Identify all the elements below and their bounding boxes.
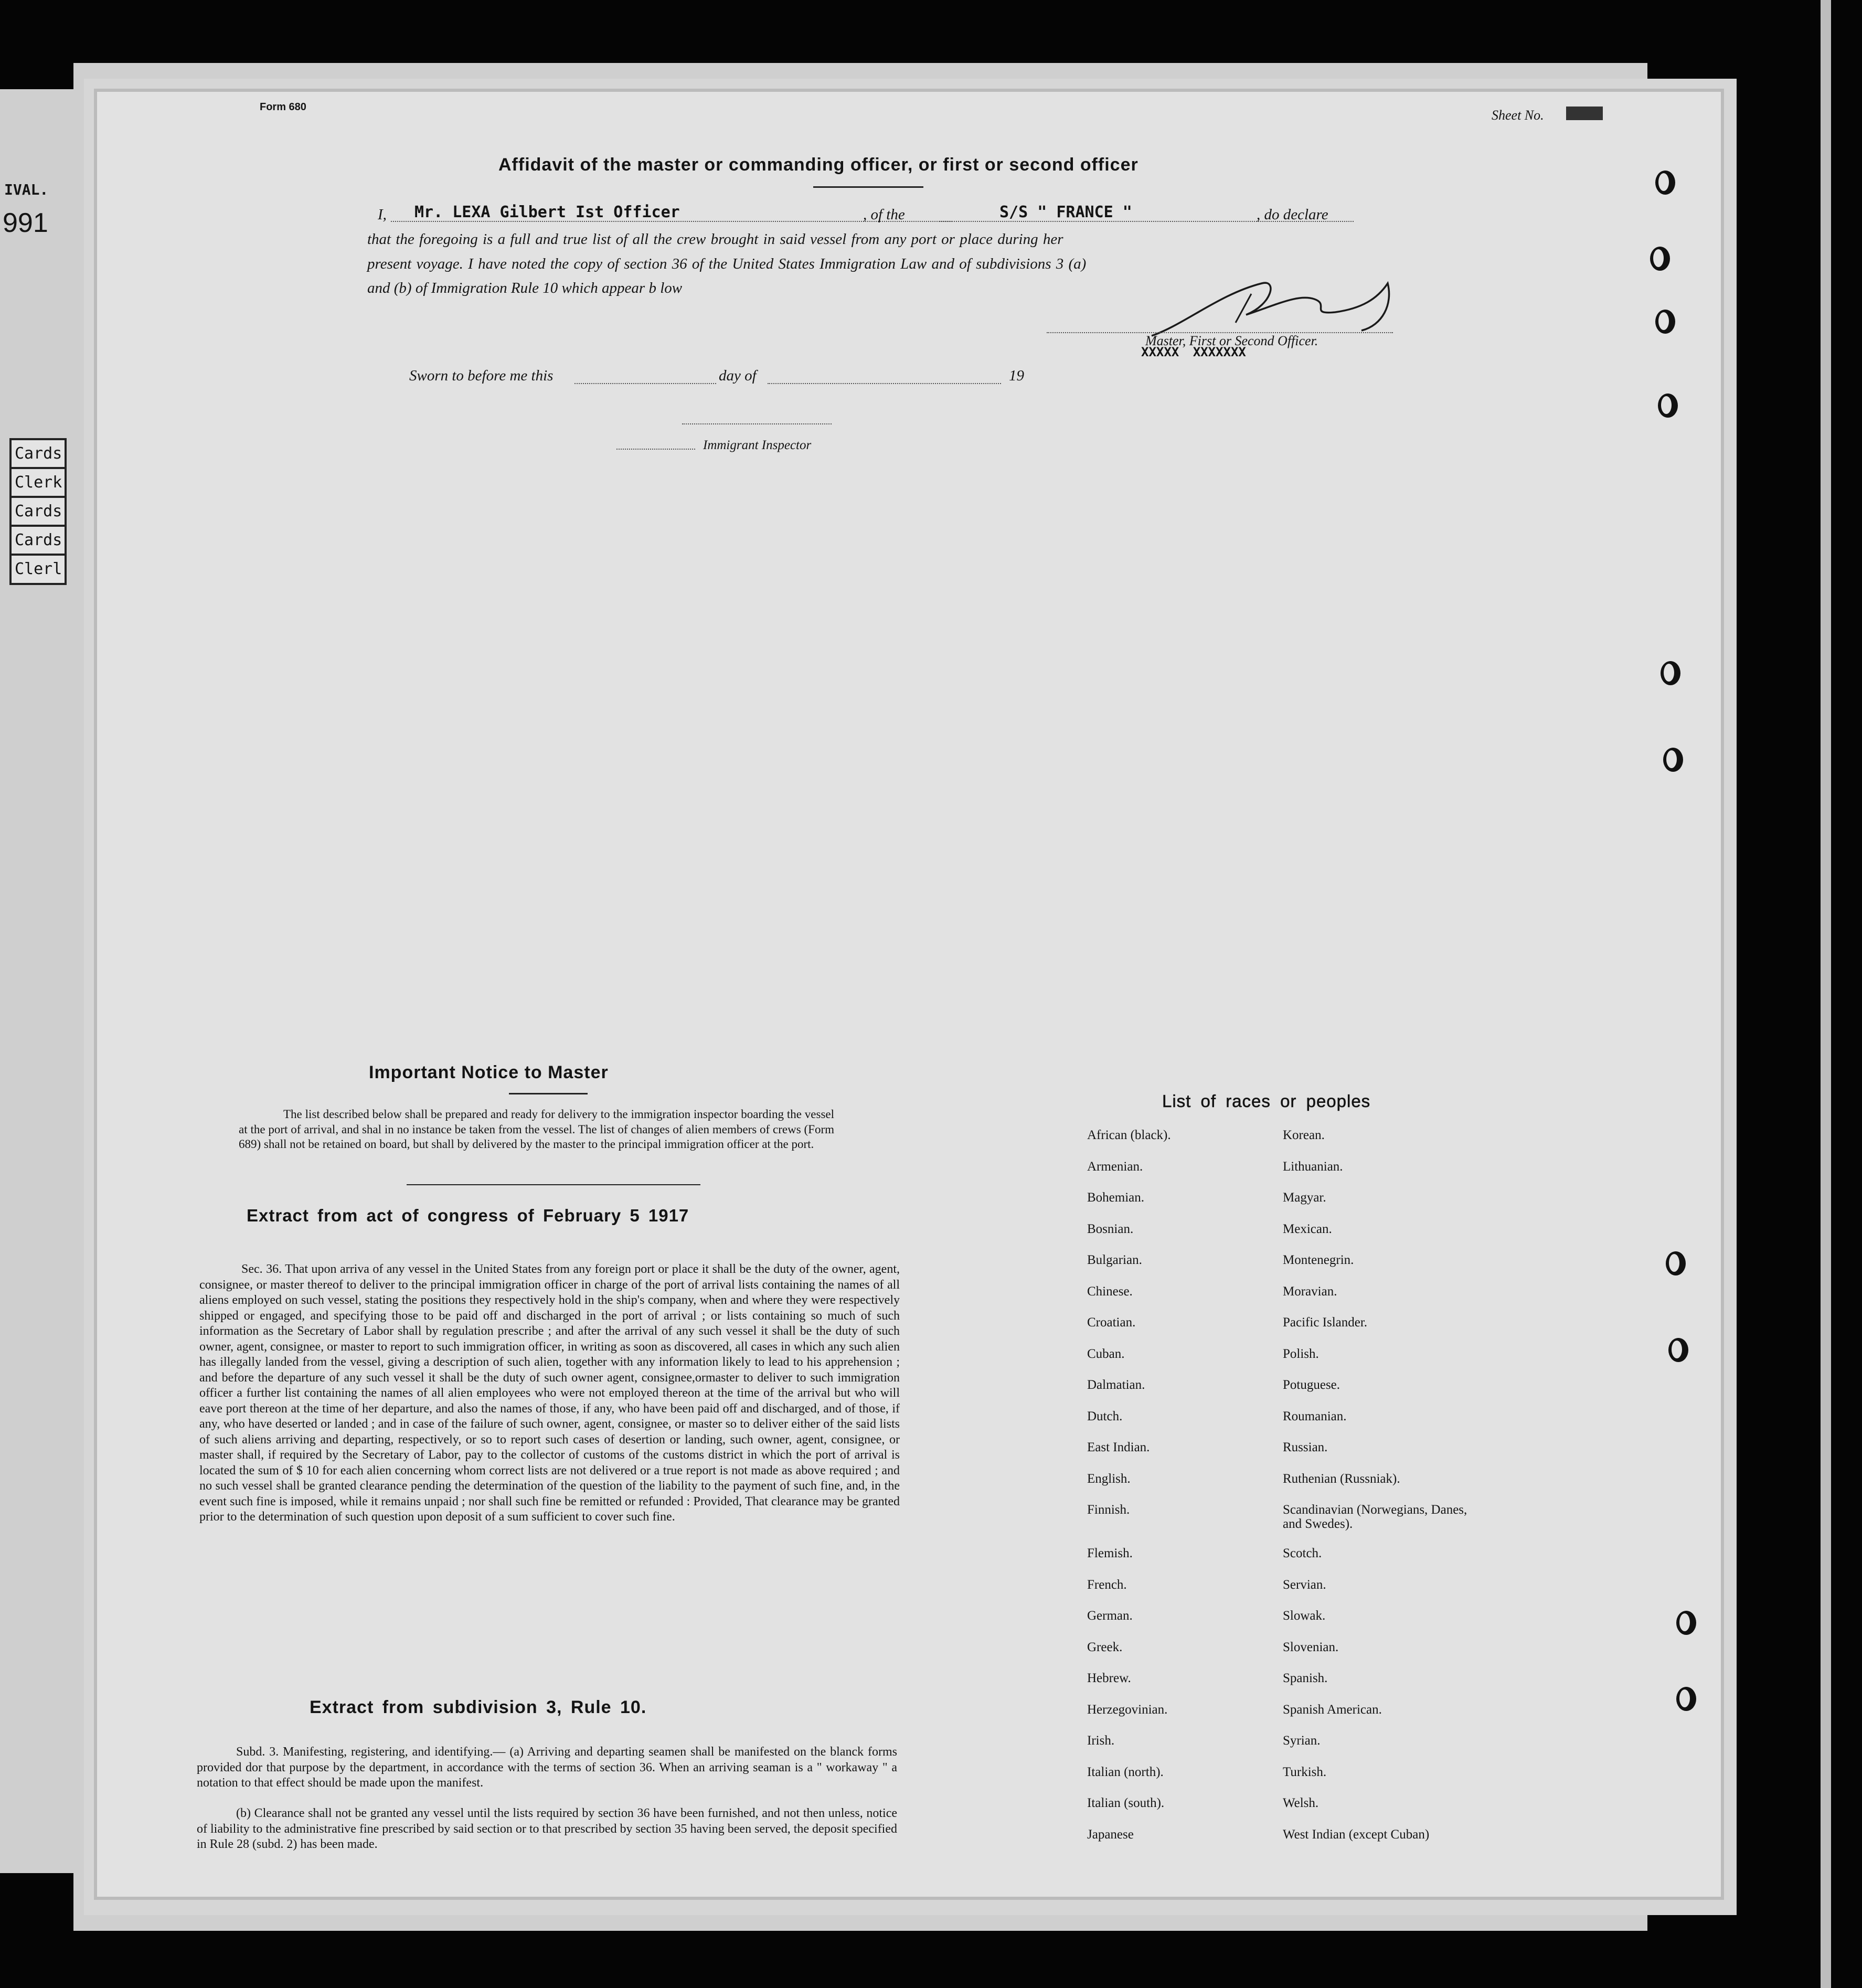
race-item: Slowak.: [1283, 1609, 1326, 1623]
manifest-page: [97, 92, 1721, 1897]
side-tab: Cards: [9, 438, 67, 470]
race-item: Italian (north).: [1087, 1764, 1164, 1779]
race-item: Syrian.: [1283, 1734, 1321, 1748]
race-item: Flemish.: [1087, 1546, 1133, 1560]
extract-act-title: Extract from act of congress of February 5 1917: [247, 1206, 689, 1225]
side-tab: Clerk: [9, 467, 67, 498]
punch-hole: [1655, 171, 1675, 195]
punch-hole: [1655, 310, 1675, 334]
extract-rule-title: Extract from subdivision 3, Rule 10.: [310, 1697, 647, 1717]
punch-hole: [1676, 1687, 1696, 1711]
fill-line: [616, 449, 695, 450]
race-item: Potuguese.: [1283, 1378, 1340, 1392]
year-label: 19: [1009, 367, 1024, 384]
punch-hole: [1666, 1251, 1686, 1275]
race-item: Korean.: [1283, 1128, 1325, 1142]
divider: [813, 186, 923, 188]
affidavit-line: and (b) of Immigration Rule 10 which appear b low: [367, 280, 683, 296]
punch-hole: [1661, 661, 1680, 685]
race-item: Irish.: [1087, 1734, 1115, 1748]
section-36-text: Sec. 36. That upon arriva of any vessel in the United States from any foreign port or place it shall be the duty of the owner, agent, consignee, or master thereof to deliver to the principal immigration officer in charge of the port of arrival lists containing the names of all aliens employed on such vessel, stating the positions they respectively hold in the ship's company, when and where they were respectively shipped or engaged, and specifying those to be paid off and discharged in the port of arrival ; or lists containing so much of such information as the Secretary of Labor shall by regulation prescribe ; and after the arrival of any such vessel it shall be the duty of such owner, agent, consignee, or master to report to such immigration officer, in writing as soon as discovered, all cases in which any such alien has illegally landed from the vessel, giving a description of such alien, together with any information likely to lead to his apprehension ; and before the departure of any such vessel it shall be the duty of such owner agent, consignee,ormaster to deliver to such immigration officer a further list containing the names of all alien employees who were not employed thereon at the time of the arrival but who will eave port thereon at the time of her departure, and also the names of those, if any, who have been paid off and discharged, and of those, if any, who have deserted or landed ; and in case of the failure of such owner, agent, consignee, or master so to deliver either of the said lists of such aliens arriving and departing, respectively, or so to report such cases of desertion or landing, such owner, agent, consignee, or master shall, if required by the Secretary of Labor, pay to the collector of customs of the customs district in which the port of arrival is located the sum of $ 10 for each alien concerning whom correct lists are not delivered or a true report is not made as above required ; and no such vessel shall be granted clearance pending the determination of the question of the liability to the payment of such fine, and, in the event such fine is imposed, while it remains unpaid ; nor shall such fine be remitted or refunded : Provided, That clearance may be granted prior to the determination of such question upon deposit of a sum sufficient to cover such fine.: [199, 1262, 900, 1524]
race-item: Slovenian.: [1283, 1640, 1339, 1654]
race-item: Scotch.: [1283, 1546, 1322, 1560]
side-number: 991: [3, 208, 48, 238]
race-item: French.: [1087, 1577, 1127, 1592]
race-item: Croatian.: [1087, 1315, 1136, 1330]
subdivision-b-text: (b) Clearance shall not be granted any vessel until the lists required by section 36 have been furnished, and not then unless, notice of liability to the administrative fine prescribed by said section or to that prescribed by section 35 having been served, the deposit specified in Rule 28 (subd. 2) has been made.: [197, 1806, 897, 1851]
race-item: Armenian.: [1087, 1159, 1143, 1174]
sheet-number-label: Sheet No.: [1492, 108, 1544, 123]
race-item: African (black).: [1087, 1128, 1171, 1142]
punch-hole: [1668, 1338, 1688, 1362]
punch-hole: [1650, 247, 1670, 271]
race-item: Servian.: [1283, 1577, 1326, 1592]
divider: [407, 1184, 700, 1185]
race-item: Turkish.: [1283, 1764, 1327, 1779]
race-item: Pacific Islander.: [1283, 1315, 1368, 1330]
race-item: Mexican.: [1283, 1221, 1332, 1236]
affidavit-title: Affidavit of the master or commanding officer, or first or second officer: [498, 155, 1139, 175]
officer-name: Mr. LEXA Gilbert Ist Officer: [414, 203, 680, 221]
races-title: List of races or peoples: [1162, 1091, 1371, 1111]
punch-hole: [1658, 394, 1678, 418]
inspector-label: Immigrant Inspector: [703, 438, 812, 452]
affidavit-line: that the foregoing is a full and true list of all the crew brought in said vessel from any port or place during her: [367, 231, 1063, 248]
punch-hole: [1663, 748, 1683, 772]
right-edge-strip: [1821, 0, 1831, 1988]
race-item: Chinese.: [1087, 1284, 1133, 1299]
race-item: Ruthenian (Russniak).: [1283, 1471, 1400, 1486]
race-item: Magyar.: [1283, 1190, 1326, 1205]
divider: [509, 1093, 588, 1094]
do-declare-label: , do declare: [1257, 206, 1328, 223]
struck-out-marks: XXXXX XXXXXXX: [1141, 345, 1246, 359]
fill-line: [768, 383, 1001, 384]
race-item: Moravian.: [1283, 1284, 1337, 1299]
race-item: Bohemian.: [1087, 1190, 1145, 1205]
race-item: Polish.: [1283, 1346, 1319, 1361]
race-item: Japanese: [1087, 1827, 1134, 1842]
race-item: Dalmatian.: [1087, 1378, 1145, 1392]
side-tab: Cards: [9, 525, 67, 556]
race-item: Roumanian.: [1283, 1409, 1347, 1423]
race-item: Cuban.: [1087, 1346, 1125, 1361]
race-item: Scandinavian (Norwegians, Danes, and Swedes).: [1283, 1503, 1467, 1531]
race-item: Bosnian.: [1087, 1221, 1134, 1236]
notice-title: Important Notice to Master: [369, 1062, 609, 1082]
affidavit-line: present voyage. I have noted the copy of section 36 of the United States Immigration Law and of subdivisions 3 (a): [367, 256, 1087, 272]
sworn-label: Sworn to before me this: [409, 367, 554, 384]
race-item: Herzegovinian.: [1087, 1702, 1168, 1717]
race-item: English.: [1087, 1471, 1131, 1486]
punch-hole: [1676, 1611, 1696, 1635]
race-item: Italian (south).: [1087, 1796, 1165, 1810]
vessel-name: S/S " FRANCE ": [999, 203, 1132, 221]
race-item: Finnish.: [1087, 1503, 1130, 1517]
side-tab: Clerl: [9, 554, 67, 585]
notice-text: The list described below shall be prepared and ready for delivery to the immigration inspector boarding the vessel at the port of arrival, and shal in no instance be taken from the vessel. The list of changes of alien members of crews (Form 689) shall not be retained on board, but shall by delivered by the master to the principal immigration officer at the port.: [239, 1108, 834, 1151]
form-number: Form 680: [260, 101, 306, 113]
subdivision-a-text: Subd. 3. Manifesting, registering, and identifying.— (a) Arriving and departing seamen shall be manifested on the blanck forms provided dor that purpose by the department, in accordance with the terms of section 36. When an arriving seaman is a " workaway " a notation to that effect should be made upon the manifest.: [197, 1745, 897, 1790]
fill-line: [574, 383, 716, 384]
race-item: Dutch.: [1087, 1409, 1123, 1423]
race-item: Greek.: [1087, 1640, 1123, 1654]
race-item: Spanish American.: [1283, 1702, 1382, 1717]
race-item: West Indian (except Cuban): [1283, 1827, 1430, 1842]
race-item: Bulgarian.: [1087, 1253, 1142, 1267]
of-the-label: , of the: [863, 206, 905, 223]
day-of-label: day of: [719, 367, 757, 384]
race-item: Welsh.: [1283, 1796, 1319, 1810]
race-item: East Indian.: [1087, 1440, 1150, 1454]
race-item: Hebrew.: [1087, 1671, 1131, 1685]
race-item: Lithuanian.: [1283, 1159, 1343, 1174]
side-label: IVAL.: [4, 181, 49, 198]
signature-caption: Master, First or Second Officer.: [1145, 333, 1318, 348]
sheet-number-redaction: [1566, 107, 1603, 120]
race-item: Russian.: [1283, 1440, 1328, 1454]
race-item: Spanish.: [1283, 1671, 1328, 1685]
left-binding-strip: [0, 89, 73, 1873]
fill-line: [682, 423, 832, 424]
race-item: German.: [1087, 1609, 1133, 1623]
affidavit-i: I,: [378, 206, 387, 223]
race-item: Montenegrin.: [1283, 1253, 1354, 1267]
side-tab: Cards: [9, 496, 67, 527]
